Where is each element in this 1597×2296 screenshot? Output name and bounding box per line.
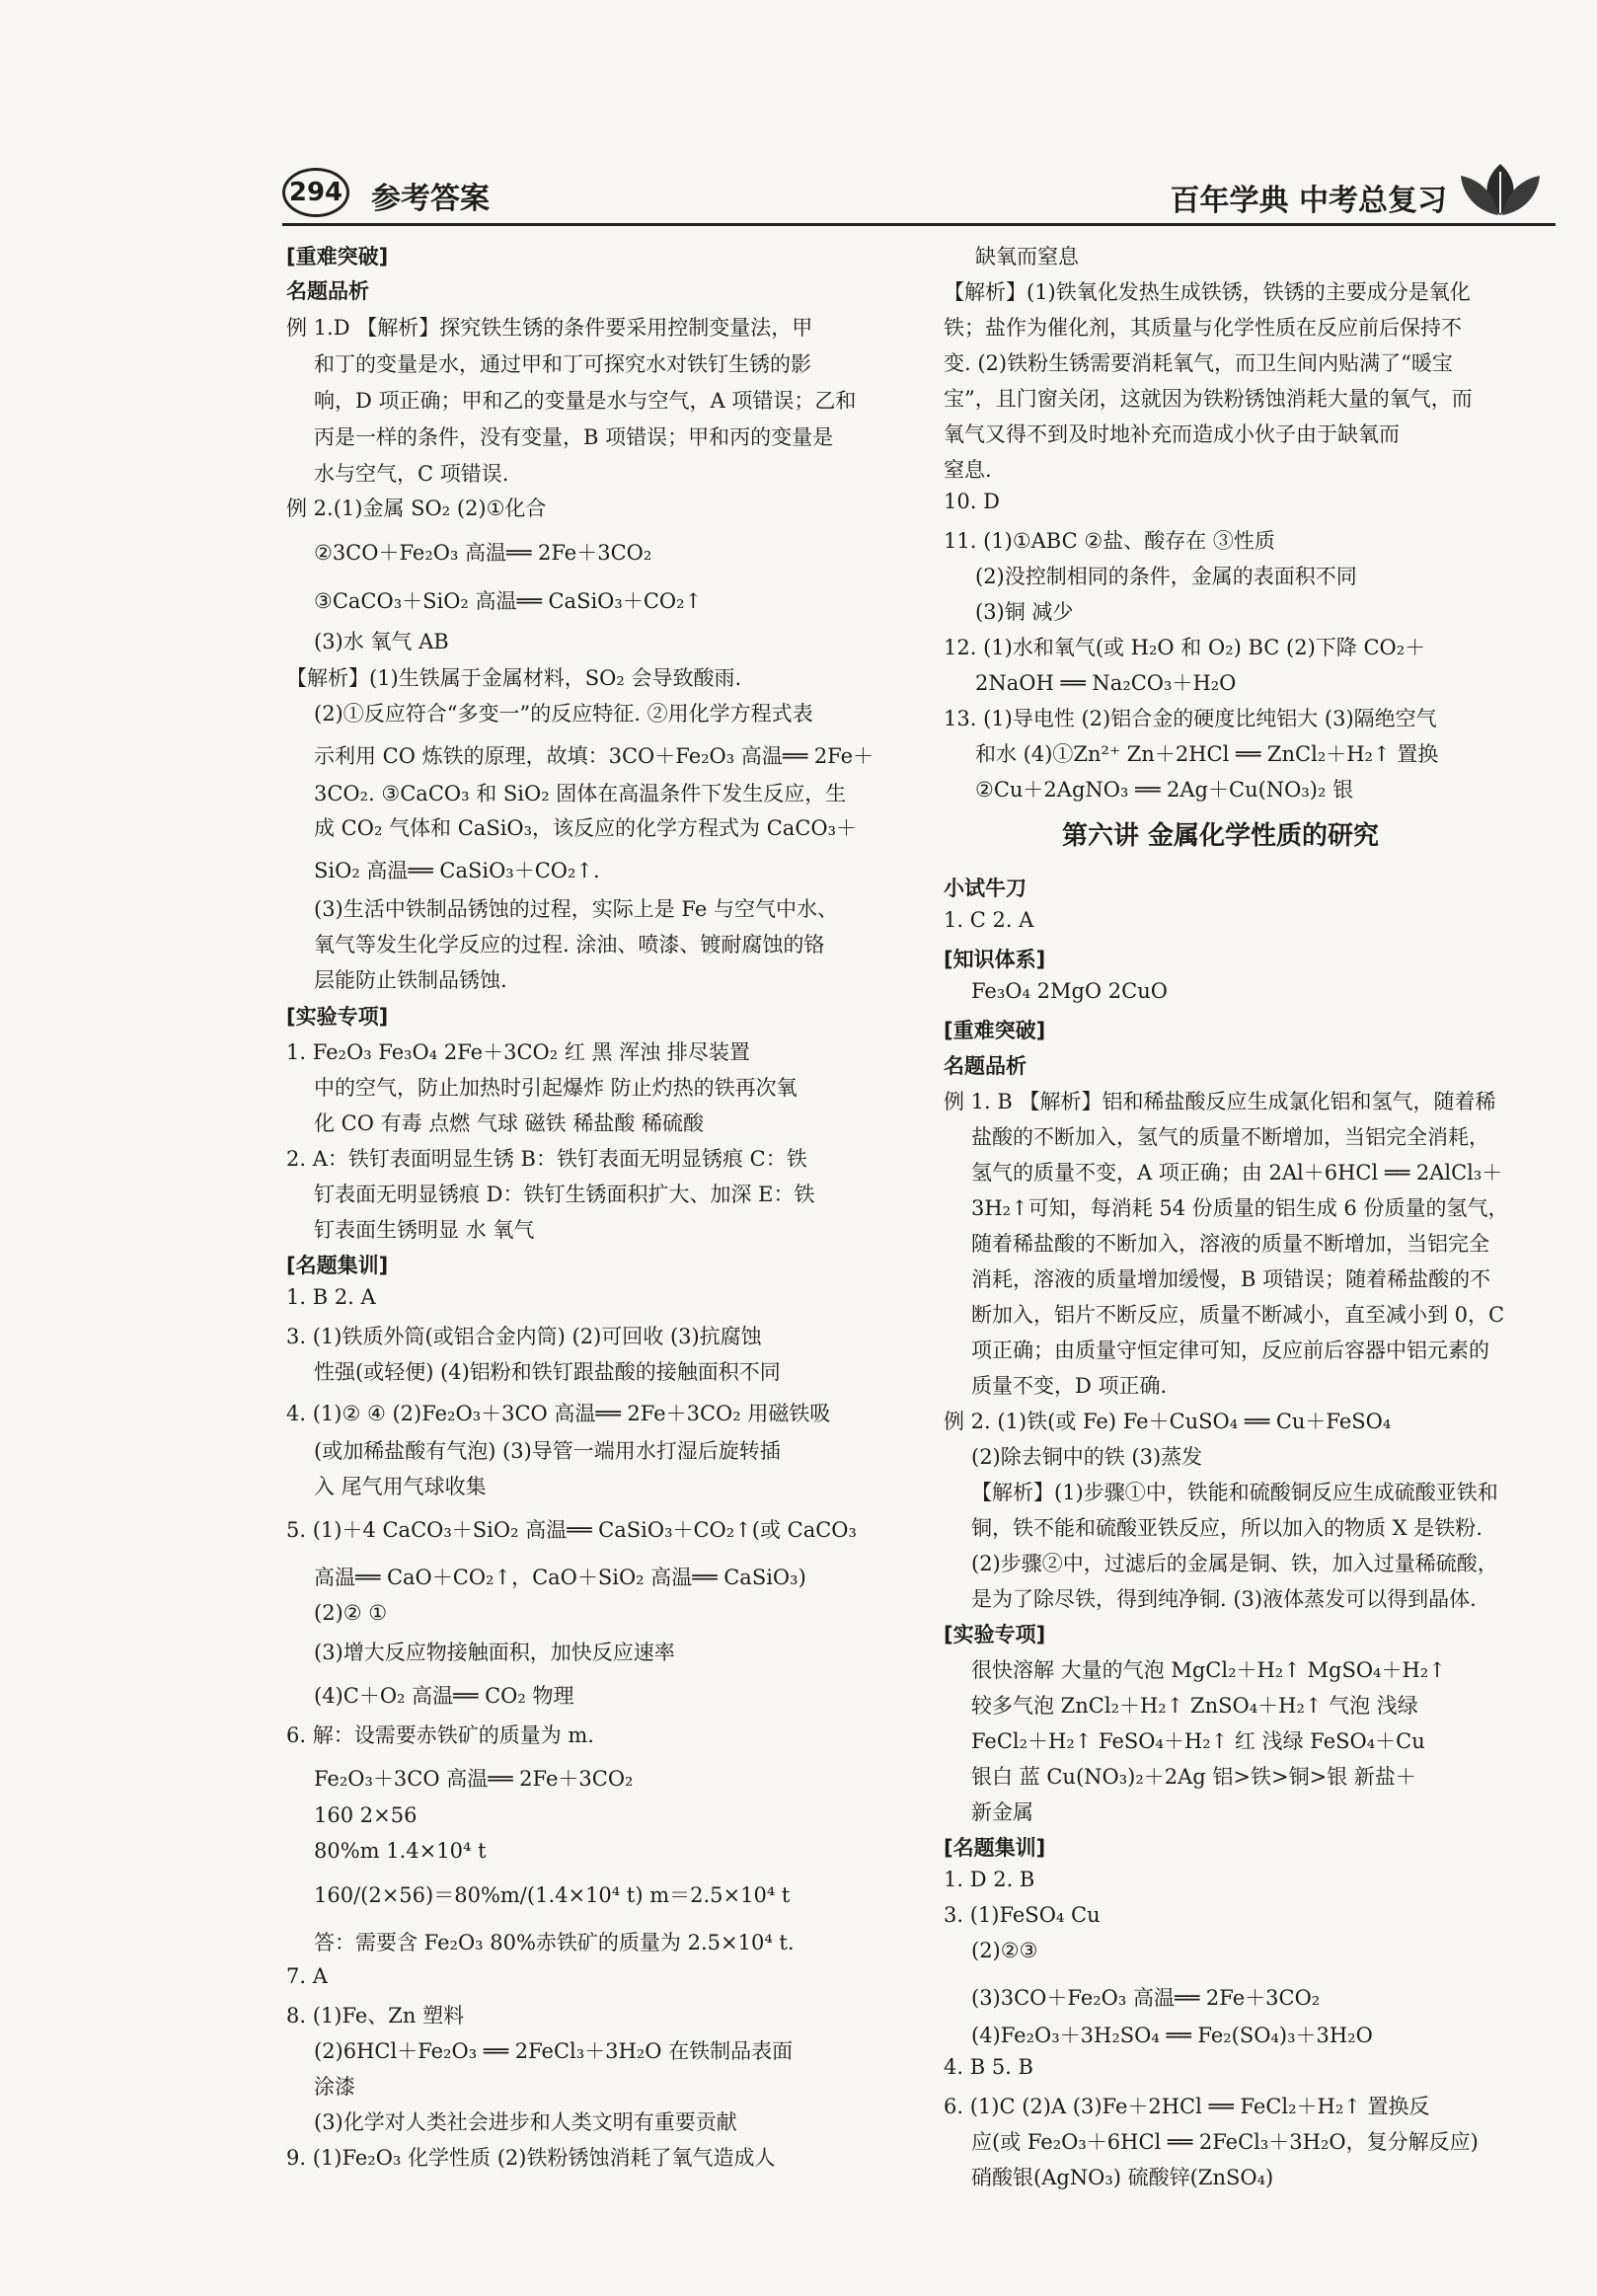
text-line: 11. (1)①ABC ②盐、酸存在 ③性质 [944, 529, 1275, 553]
text-line: 新金属 [971, 1800, 1033, 1824]
text-line: 项正确；由质量守恒定律可知，反应前后容器中铝元素的 [971, 1339, 1489, 1362]
text-line: 铁；盐作为催化剂，其质量与化学性质在反应前后保持不 [944, 316, 1462, 340]
text-line: 随着稀盐酸的不断加入，溶液的质量不断增加，当铝完全 [971, 1232, 1489, 1256]
lecture-title: 第六讲 金属化学性质的研究 [1062, 821, 1380, 851]
text-line: 氧气等发生化学反应的过程. 涂油、喷漆、镀耐腐蚀的铬 [314, 933, 825, 957]
text-line: 窒息. [944, 458, 992, 482]
text-line: 中的空气，防止加热时引起爆炸 防止灼热的铁再次氧 [314, 1076, 798, 1100]
text-line: 氧气又得不到及时地补充而造成小伙子由于缺氧而 [944, 422, 1400, 446]
text-line: 例 2. (1)铁(或 Fe) Fe＋CuSO₄ ══ Cu＋FeSO₄ [944, 1410, 1392, 1433]
text-line: FeCl₂＋H₂↑ FeSO₄＋H₂↑ 红 浅绿 FeSO₄＋Cu [971, 1729, 1425, 1753]
text-line: (2)除去铜中的铁 (3)蒸发 [971, 1445, 1203, 1469]
section-heading: [知识体系] [944, 948, 1046, 971]
text-line: 6. 解：设需要赤铁矿的质量为 m. [286, 1723, 594, 1747]
text-line: (3)生活中铁制品锈蚀的过程，实际上是 Fe 与空气中水、 [314, 897, 838, 921]
text-line: 4. B 5. B [944, 2055, 1033, 2079]
subheading: 名题品析 [944, 1054, 1027, 1078]
text-line: (3)铜 减少 [975, 600, 1074, 624]
text-line: 入 尾气用气球收集 [314, 1475, 487, 1498]
text-line: 3CO₂. ③CaCO₃ 和 SiO₂ 固体在高温条件下发生反应，生 [314, 782, 847, 805]
text-line: 13. (1)导电性 (2)铝合金的硬度比纯铝大 (3)隔绝空气 [944, 707, 1437, 730]
text-line: 1. Fe₂O₃ Fe₃O₄ 2Fe＋3CO₂ 红 黑 浑浊 排尽装置 [286, 1040, 750, 1064]
text-line: 【解析】(1)步骤①中，铁能和硫酸铜反应生成硫酸亚铁和 [971, 1481, 1498, 1504]
section-heading: [实验专项] [944, 1623, 1046, 1646]
text-line: 较多气泡 ZnCl₂＋H₂↑ ZnSO₄＋H₂↑ 气泡 浅绿 [971, 1694, 1418, 1718]
text-line: 1. B 2. A [286, 1285, 376, 1309]
subheading: 小试牛刀 [944, 877, 1027, 900]
equation-line: 高温══ CaO＋CO₂↑，CaO＋SiO₂ 高温══ CaSiO₃) [314, 1566, 806, 1589]
text-line: 7. A [286, 1964, 328, 1988]
text-line: 很快溶解 大量的气泡 MgCl₂＋H₂↑ MgSO₄＋H₂↑ [971, 1658, 1446, 1682]
text-line: 化 CO 有毒 点燃 气球 磁铁 稀盐酸 稀硫酸 [314, 1111, 705, 1135]
text-line: Fe₃O₄ 2MgO 2CuO [971, 979, 1168, 1003]
text-line: 1. D 2. B [944, 1868, 1035, 1891]
text-line: 9. (1)Fe₂O₃ 化学性质 (2)铁粉锈蚀消耗了氧气造成人 [286, 2146, 776, 2170]
text-line: (3)化学对人类社会进步和人类文明有重要贡献 [314, 2110, 737, 2134]
text-line: 质量不变，D 项正确. [971, 1374, 1168, 1398]
text-line: 铜，铁不能和硫酸亚铁反应，所以加入的物质 X 是铁粉. [971, 1516, 1483, 1540]
text-line: 1. C 2. A [944, 908, 1034, 932]
text-line: 层能防止铁制品锈蚀. [314, 968, 507, 992]
text-line: ②Cu＋2AgNO₃ ══ 2Ag＋Cu(NO₃)₂ 银 [975, 778, 1354, 802]
equation-line: (3)3CO＋Fe₂O₃ 高温══ 2Fe＋3CO₂ [971, 1986, 1321, 2010]
text-line: 12. (1)水和氧气(或 H₂O 和 O₂) BC (2)下降 CO₂＋ [944, 636, 1426, 659]
section-heading: [名题集训] [944, 1836, 1046, 1860]
text-line: 响，D 项正确；甲和乙的变量是水与空气，A 项错误；乙和 [314, 389, 857, 413]
equation-line: ③CaCO₃＋SiO₂ 高温══ CaSiO₃＋CO₂↑ [314, 589, 703, 613]
equation-line: SiO₂ 高温══ CaSiO₃＋CO₂↑. [314, 859, 600, 882]
text-line: 缺氧而窒息 [975, 245, 1079, 268]
text-line: (4)Fe₂O₃＋3H₂SO₄ ══ Fe₂(SO₄)₃＋3H₂O [971, 2024, 1373, 2047]
text-line: 和水 (4)①Zn²⁺ Zn＋2HCl ══ ZnCl₂＋H₂↑ 置换 [975, 742, 1439, 766]
equation-line: (4)C＋O₂ 高温══ CO₂ 物理 [314, 1684, 574, 1708]
text-line: 例 1. B 【解析】铝和稀盐酸反应生成氯化铝和氢气，随着稀 [944, 1090, 1496, 1113]
text-line: 2NaOH ══ Na₂CO₃＋H₂O [975, 671, 1237, 695]
text-line: 6. (1)C (2)A (3)Fe＋2HCl ══ FeCl₂＋H₂↑ 置换反 [944, 2095, 1430, 2118]
text-line: 例 2.(1)金属 SO₂ (2)①化合 [286, 497, 547, 520]
page-number: 294 [282, 168, 349, 217]
equation-line: 5. (1)＋4 CaCO₃＋SiO₂ 高温══ CaSiO₃＋CO₂↑(或 CaCO₃ [286, 1518, 857, 1542]
text-line: 3. (1)FeSO₄ Cu [944, 1903, 1101, 1927]
text-line: 丙是一样的条件，没有变量，B 项错误；甲和丙的变量是 [314, 425, 834, 449]
text-line: (2)没控制相同的条件，金属的表面积不同 [975, 565, 1357, 588]
text-line: 是为了除尽铁，得到纯净铜. (3)液体蒸发可以得到晶体. [971, 1587, 1477, 1611]
text-line: 8. (1)Fe、Zn 塑料 [286, 2004, 465, 2028]
section-heading: [名题集训] [286, 1254, 389, 1277]
text-line: 【解析】(1)生铁属于金属材料，SO₂ 会导致酸雨. [286, 666, 742, 690]
text-line: 断加入，铝片不断反应，质量不断减小，直至减小到 0，C [971, 1303, 1505, 1327]
text-line: 涂漆 [314, 2075, 355, 2099]
text-line: 水与空气，C 项错误. [314, 462, 509, 486]
header-title: 参考答案 [371, 182, 490, 216]
equation-line: Fe₂O₃＋3CO 高温══ 2Fe＋3CO₂ [314, 1767, 634, 1791]
text-line: 例 1.D 【解析】探究铁生锈的条件要采用控制变量法，甲 [286, 316, 813, 340]
equation-line: ②3CO＋Fe₂O₃ 高温══ 2Fe＋3CO₂ [314, 541, 652, 565]
text-line: 160 2×56 [314, 1803, 418, 1827]
text-line: 钉表面无明显锈痕 D：铁钉生锈面积扩大、加深 E：铁 [314, 1183, 815, 1206]
text-line: 3. (1)铁质外筒(或铝合金内筒) (2)可回收 (3)抗腐蚀 [286, 1325, 762, 1348]
equation-line: 160/(2×56)＝80%m/(1.4×10⁴ t) m＝2.5×10⁴ t [314, 1883, 791, 1907]
leaf-logo-icon [1455, 160, 1546, 219]
text-line: 消耗，溶液的质量增加缓慢，B 项错误；随着稀盐酸的不 [971, 1267, 1491, 1291]
section-heading: [重难突破] [286, 245, 389, 268]
text-line: 【解析】(1)铁氧化发热生成铁锈，铁锈的主要成分是氧化 [944, 280, 1471, 304]
text-line: 答：需要含 Fe₂O₃ 80%赤铁矿的质量为 2.5×10⁴ t. [314, 1931, 795, 1954]
text-line: (2)6HCl＋Fe₂O₃ ══ 2FeCl₃＋3H₂O 在铁制品表面 [314, 2039, 794, 2063]
text-line: 性强(或轻便) (4)铝粉和铁钉跟盐酸的接触面积不同 [314, 1360, 781, 1384]
section-heading: [实验专项] [286, 1005, 389, 1029]
text-line: 示利用 CO 炼铁的原理，故填：3CO＋Fe₂O₃ 高温══ 2Fe＋ [314, 744, 875, 768]
book-title: 百年学典 中考总复习 [1170, 184, 1447, 218]
subheading: 名题品析 [286, 279, 369, 303]
text-line: (2)② ① [314, 1601, 388, 1625]
text-line: (或加稀盐酸有气泡) (3)导管一端用水打湿后旋转插 [314, 1439, 781, 1463]
text-line: (3)增大反应物接触面积，加快反应速率 [314, 1641, 675, 1664]
text-line: 80%m 1.4×10⁴ t [314, 1839, 487, 1863]
text-line: (3)水 氧气 AB [314, 630, 449, 653]
text-line: 宝”，且门窗关闭，这就因为铁粉锈蚀消耗大量的氧气，而 [944, 387, 1473, 411]
text-line: 变. (2)铁粉生锈需要消耗氧气，而卫生间内贴满了“暖宝 [944, 351, 1453, 375]
text-line: (2)步骤②中，过滤后的金属是铜、铁，加入过量稀硫酸， [971, 1552, 1498, 1575]
text-line: 10. D [944, 490, 1000, 513]
text-line: 和丁的变量是水，通过甲和丁可探究水对铁钉生锈的影 [314, 352, 811, 376]
text-line: 应(或 Fe₂O₃＋6HCl ══ 2FeCl₃＋3H₂O，复分解反应) [971, 2130, 1479, 2154]
text-line: 3H₂↑可知，每消耗 54 份质量的铝生成 6 份质量的氢气， [971, 1196, 1509, 1220]
text-line: 2. A：铁钉表面明显生锈 B：铁钉表面无明显锈痕 C：铁 [286, 1147, 807, 1171]
page-header [282, 164, 1556, 225]
text-line: 银白 蓝 Cu(NO₃)₂＋2Ag 铝>铁>铜>银 新盐＋ [971, 1765, 1416, 1789]
header-rule [282, 223, 1556, 226]
text-line: 盐酸的不断加入，氢气的质量不断增加，当铝完全消耗， [971, 1125, 1489, 1149]
text-line: 成 CO₂ 气体和 CaSiO₃，该反应的化学方程式为 CaCO₃＋ [314, 816, 858, 840]
text-line: 硝酸银(AgNO₃) 硫酸锌(ZnSO₄) [971, 2166, 1274, 2189]
text-line: (2)②③ [971, 1939, 1038, 1962]
equation-line: 4. (1)② ④ (2)Fe₂O₃＋3CO 高温══ 2Fe＋3CO₂ 用磁铁吸 [286, 1402, 831, 1425]
text-line: (2)①反应符合“多变一”的反应特征. ②用化学方程式表 [314, 702, 813, 726]
text-line: 钉表面生锈明显 水 氧气 [314, 1218, 535, 1242]
text-line: 氢气的质量不变，A 项正确；由 2Al＋6HCl ══ 2AlCl₃＋ [971, 1161, 1503, 1185]
section-heading: [重难突破] [944, 1019, 1046, 1042]
